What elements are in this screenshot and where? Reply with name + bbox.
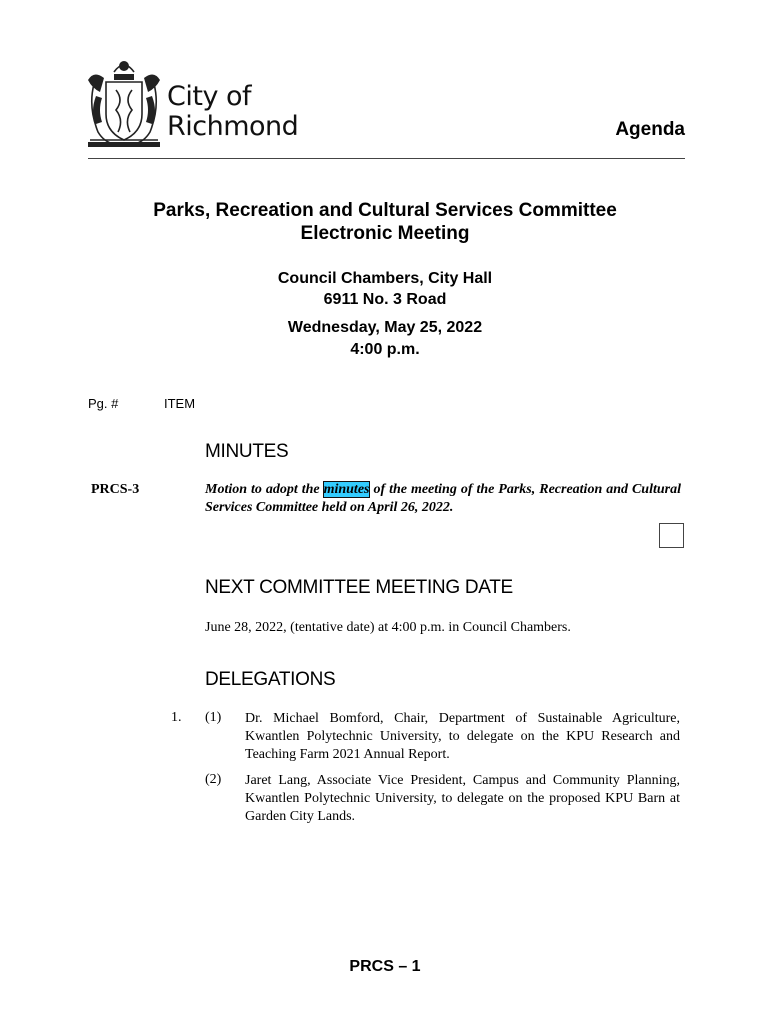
column-header-page: Pg. # (88, 396, 119, 411)
minutes-link[interactable]: minutes (323, 482, 370, 497)
delegation-number: 1. (171, 710, 182, 725)
meeting-address: 6911 No. 3 Road (323, 291, 447, 308)
delegation-item-text: Dr. Michael Bomford, Chair, Department of Sustainable Agriculture, Kwantlen Polytechnic University, to delegate on the KPU Research and Teaching Farm 2021 Annual Report. (245, 711, 680, 762)
delegations-heading: DELEGATIONS (205, 669, 336, 690)
motion-text-start: Motion to adopt the (205, 482, 324, 497)
delegation-item-text: Jaret Lang, Associate Vice President, Campus and Community Planning, Kwantlen Polytechnic University, to delegate on the proposed KPU Barn at Garden City Lands. (245, 773, 680, 824)
page-reference-link[interactable]: PRCS-3 (91, 482, 140, 497)
motion-text-end: of the meeting of the Parks, Recreation and Cultural Services Committee held on April 26, 2022. (205, 482, 681, 515)
header-divider (88, 158, 685, 159)
logo-text-city-of: City of (167, 81, 252, 112)
delegation-item-label: (2) (205, 772, 222, 787)
page-footer: PRCS – 1 (349, 958, 421, 975)
logo-text-richmond: Richmond (167, 111, 299, 142)
meeting-type: Electronic Meeting (300, 223, 470, 244)
next-meeting-text: June 28, 2022, (tentative date) at 4:00 p.m. in Council Chambers. (205, 620, 571, 635)
delegation-item-label: (1) (205, 710, 222, 725)
meeting-location: Council Chambers, City Hall (277, 270, 493, 287)
minutes-heading: MINUTES (205, 441, 289, 462)
agenda-title: Agenda (615, 119, 685, 140)
next-meeting-heading: NEXT COMMITTEE MEETING DATE (205, 577, 513, 598)
city-crest-icon (84, 52, 164, 150)
meeting-time: 4:00 p.m. (350, 341, 420, 358)
column-header-item: ITEM (164, 396, 196, 411)
committee-name: Parks, Recreation and Cultural Services Committee (153, 200, 617, 221)
meeting-date: Wednesday, May 25, 2022 (287, 319, 483, 336)
motion-checkbox[interactable] (659, 523, 684, 548)
minutes-motion (205, 481, 681, 517)
